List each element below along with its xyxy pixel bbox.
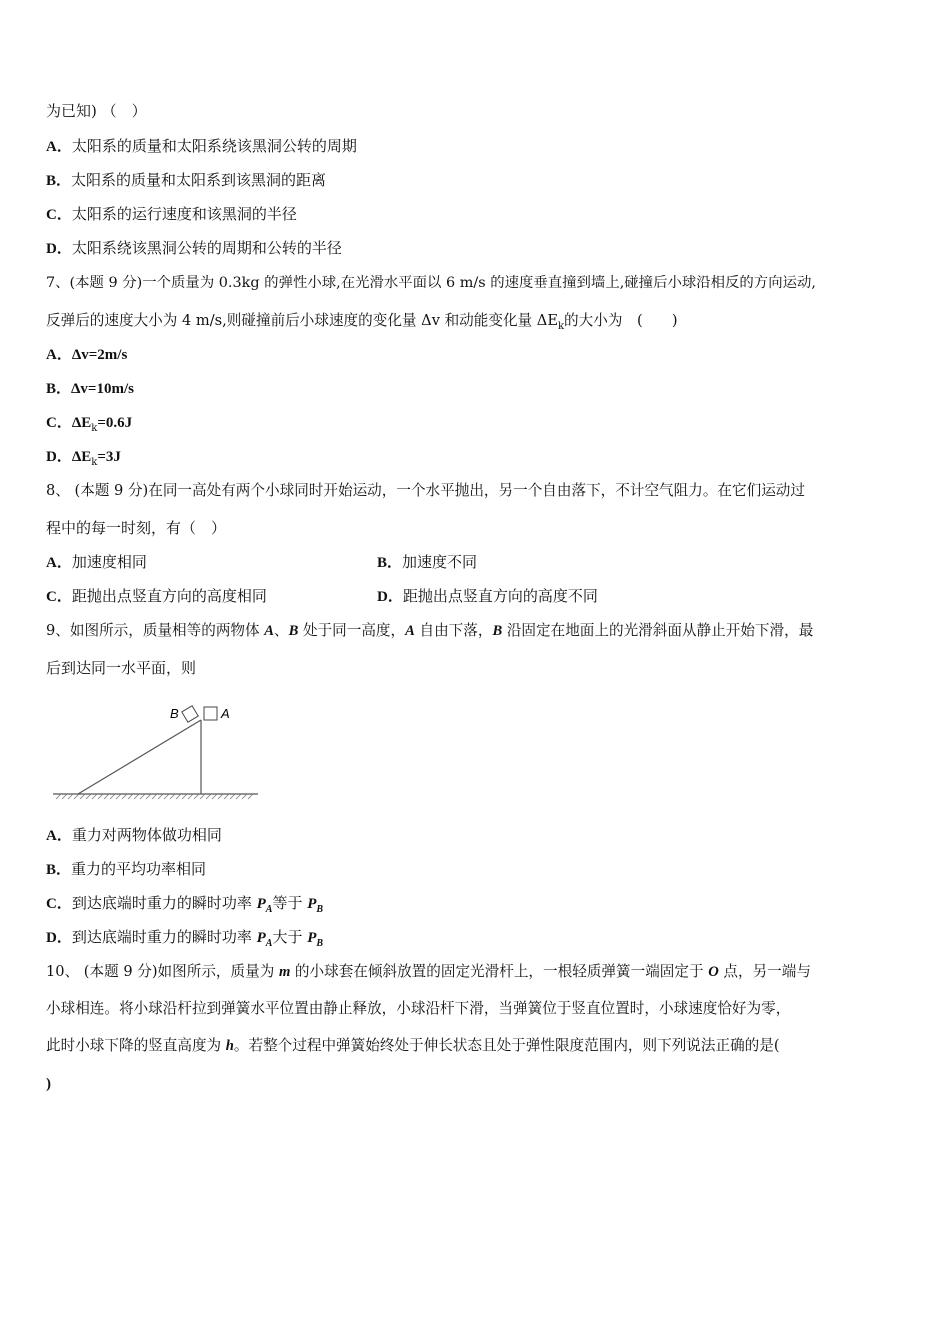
q6-stem-tail: 为已知) （ ）	[46, 102, 147, 120]
q7-option-c: C．$\Delta E_k=0.6J$	[46, 415, 133, 434]
q8-option-d: D．距抛出点竖直方向的高度不同	[377, 587, 598, 605]
incline-figure	[50, 700, 265, 805]
q9-option-d: D．到达底端时重力的瞬时功率 $P_A$大于 $P_B$	[46, 928, 324, 949]
q10-stem-line2: 小球相连。将小球沿杆拉到弹簧水平位置由静止释放，小球沿杆下滑，当弹簧位于竖直位置时，小球速度恰好为零，	[46, 1000, 791, 1017]
block-a	[204, 707, 217, 720]
q10-stem-line4: )	[46, 1076, 51, 1092]
q8-options-row2	[46, 586, 906, 607]
q7-stem-line2: 反弹后的速度大小为 4 m/s,则碰撞前后小球速度的变化量 Δv 和动能变化量 $\Delta E_k$的大小为 ( )	[46, 312, 678, 332]
q6-option-c: C．太阳系的运行速度和该黑洞的半径	[46, 205, 297, 223]
q8-option-b: B．加速度不同	[377, 553, 478, 571]
q7-stem-line1: 7、(本题 9 分)一个质量为 0.3kg 的弹性小球,在光滑水平面以 6 m/s 的速度垂直撞到墙上,碰撞后小球沿相反的方向运动,	[46, 275, 816, 291]
q9-stem-line1: 9、如图所示，质量相等的两物体 A、B 处于同一高度，A 自由下落，B 沿固定在地面上的光滑斜面从静止开始下滑，最	[46, 622, 814, 639]
block-b	[182, 706, 198, 722]
q8-option-a: A．加速度相同	[46, 553, 147, 571]
ground-hatching	[56, 794, 253, 799]
q6-option-b: B．太阳系的质量和太阳系到该黑洞的距离	[46, 171, 327, 189]
q8-option-c: C．距抛出点竖直方向的高度相同	[46, 587, 267, 605]
q9-option-b: B．重力的平均功率相同	[46, 860, 207, 878]
q7-option-b: B．Δv=10m/s	[46, 381, 134, 397]
q10-stem-line3: 此时小球下降的竖直高度为 h。若整个过程中弹簧始终处于伸长状态且处于弹性限度范围内，则下列说法正确的是(	[46, 1037, 780, 1054]
label-a: A	[221, 706, 230, 721]
q9-stem-line2: 后到达同一水平面，则	[46, 659, 197, 677]
q10-stem-line1: 10、 (本题 9 分)如图所示，质量为 m 的小球套在倾斜放置的固定光滑杆上，一根轻质弹簧一端固定于 O 点，另一端与	[46, 963, 811, 980]
q9-option-a: A．重力对两物体做功相同	[46, 826, 222, 844]
q8-options-row1	[46, 552, 906, 573]
q6-option-d: D．太阳系绕该黑洞公转的周期和公转的半径	[46, 239, 342, 257]
incline-surface	[78, 720, 201, 794]
q9-option-c: C．到达底端时重力的瞬时功率 $P_A$等于 $P_B$	[46, 894, 324, 915]
q8-stem-line2: 程中的每一时刻，有（ ）	[46, 519, 227, 537]
label-b: B	[170, 706, 179, 721]
q7-option-d: D．$\Delta E_k=3J$	[46, 449, 121, 468]
q8-stem-line1: 8、 (本题 9 分)在同一高处有两个小球同时开始运动，一个水平抛出，另一个自由落下，不计空气阻力。在它们运动过	[46, 482, 805, 499]
q6-option-a: A．太阳系的质量和太阳系绕该黑洞公转的周期	[46, 137, 357, 155]
q7-option-a: A．Δv=2m/s	[46, 347, 128, 363]
